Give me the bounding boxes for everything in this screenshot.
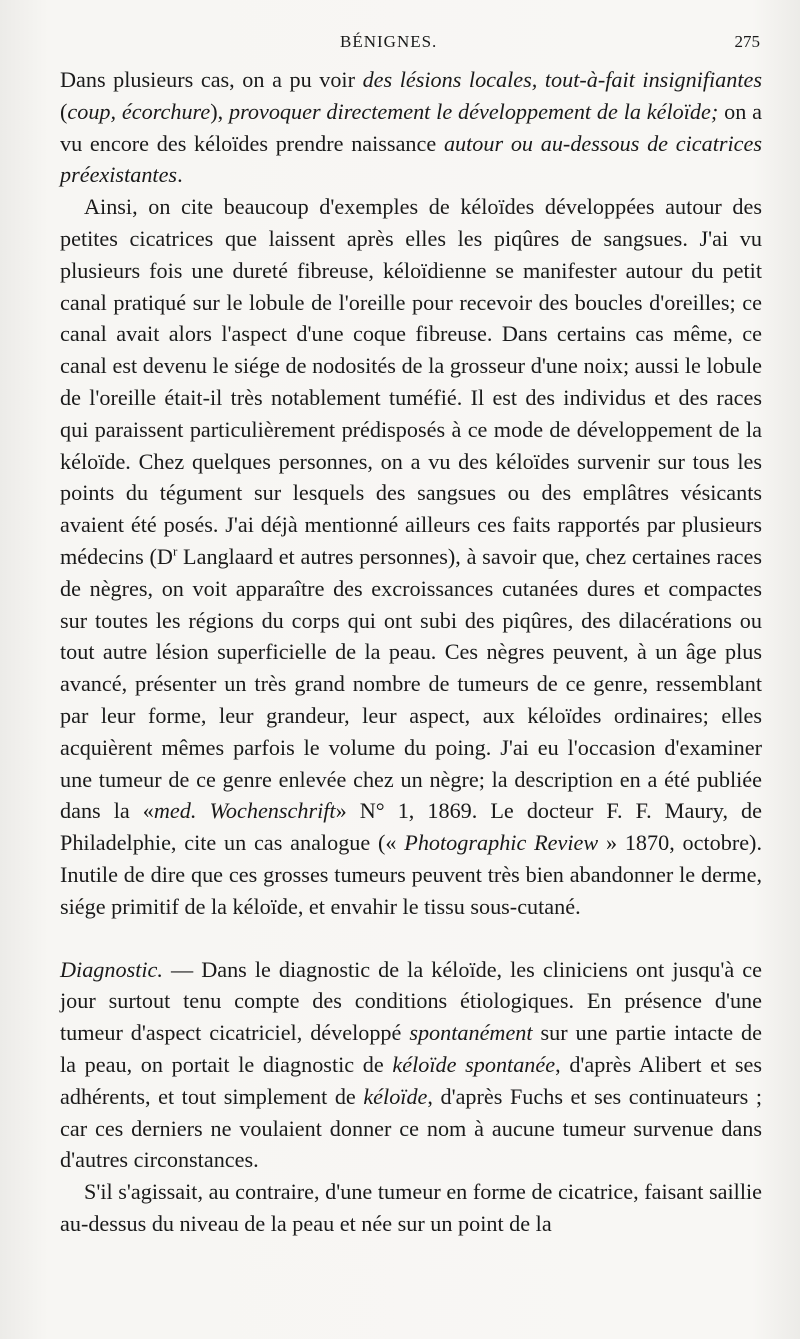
paragraph-diagnostic: Diagnostic. — Dans le diagnostic de la kéloïde, les cliniciens ont jusqu'à ce jour surtout tenu compte des conditions étiologiques. En présence d'une tumeur d'aspect cicatriciel, développé spontanément sur une partie intacte de la peau, on portait le diagnostic de kéloïde spontanée, d'après Alibert et ses adhérents, et tout simplement de kéloïde, d'après Fuchs et ses continuateurs ; car ces derniers ne voulaient donner ce nom à aucune tumeur survenue dans d'autres circonstances. [60,956,762,1173]
section-gap [60,923,762,954]
paragraph-cicatrice: S'il s'agissait, au contraire, d'une tumeur en forme de cicatrice, faisant saillie au-dessus du niveau de la peau et née sur un point de la [60,1179,762,1236]
page-number: 275 [734,32,760,51]
running-title: BÉNIGNES. [340,32,438,51]
section-title-diagnostic: Diagnostic. [60,956,163,982]
paragraph-local-lesions: Dans plusieurs cas, on a pu voir des lésions locales, tout-à-fait insignifiantes (coup, écorchure), provoquer directement le développement de la kéloïde; on a vu encore des kéloïdes prendre naissance autour ou au-dessous de cicatrices préexistantes. [60,67,762,188]
page-header [60,32,760,60]
body-text [60,64,762,1240]
paragraph-examples: Ainsi, on cite beaucoup d'exemples de kéloïdes développées autour des petites cicatrices que laissent après elles les piqûres de sangsues. J'ai vu plusieurs fois une dureté fibreuse, kéloïdienne se manifester autour du petit canal pratiqué sur le lobule de l'oreille pour recevoir des boucles d'oreilles; ce canal avait alors l'aspect d'une coque fibreuse. Dans certains cas même, ce canal est devenu le siége de nodosités de la grosseur d'une noix; aussi le lobule de l'oreille était-il très notablement tuméfié. Il est des individus et des races qui paraissent particulièrement prédisposés à ce mode de développement de la kéloïde. Chez quelques personnes, on a vu des kéloïdes survenir sur tous les points du tégument sur lesquels des sangsues ou des emplâtres vésicants avaient été posés. J'ai déjà mentionné ailleurs ces faits rapportés par plusieurs médecins ($D^r$ Langlaard et autres personnes), à savoir que, chez certaines races de nègres, on voit apparaître des excroissances cutanées dures et compactes sur toutes les régions du corps qui ont subi des piqûres, des dilacérations ou tout autre lésion superficielle de la peau. Ces nègres peuvent, à un âge plus avancé, présenter un très grand nombre de tumeurs de ce genre, ressemblant par leur forme, leur grandeur, leur aspect, aux kéloïdes ordinaires; elles acquièrent mêmes parfois le volume du poing. J'ai eu l'occasion d'examiner une tumeur de ce genre enlevée chez un nègre; la description en a été publiée dans la «med. Wochenschrift» N° 1, 1869. Le docteur F. F. Maury, de Philadelphie, cite un cas analogue (« Photographic Review » 1870, octobre). Inutile de dire que ces grosses tumeurs peuvent très bien abandonner le derme, siége primitif de la kéloïde, et envahir le tissu sous-cutané. [60,194,763,919]
